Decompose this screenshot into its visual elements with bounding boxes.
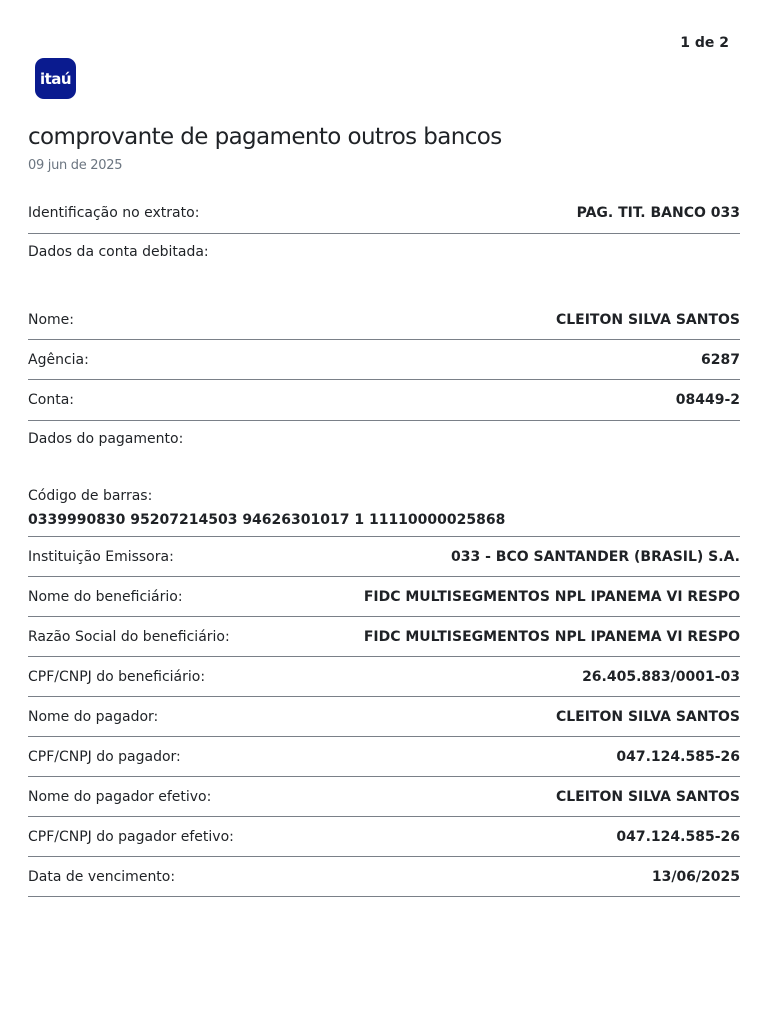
beneficiary-name-row xyxy=(28,577,740,617)
barcode-label: Código de barras: xyxy=(28,488,153,504)
barcode-row xyxy=(28,487,740,537)
field-label: Conta: xyxy=(28,392,74,408)
due-date-row xyxy=(28,857,740,897)
receipt-date: 09 jun de 2025 xyxy=(28,158,123,173)
identification-row xyxy=(28,192,740,234)
field-value: CLEITON SILVA SANTOS xyxy=(555,311,740,328)
barcode-value: 0339990830 95207214503 94626301017 1 11110000025868 xyxy=(28,512,506,528)
payment-section-header: Dados do pagamento: xyxy=(28,431,184,447)
effective-payer-name-row xyxy=(28,777,740,817)
field-label: Agência: xyxy=(28,351,89,368)
field-value: 08449-2 xyxy=(675,392,740,408)
field-label: Nome do pagador: xyxy=(28,708,159,725)
effective-payer-document-row xyxy=(28,817,740,857)
field-label: Nome: xyxy=(28,311,75,328)
field-value: 033 - BCO SANTANDER (BRASIL) S.A. xyxy=(451,548,740,565)
logo-text: itaú xyxy=(39,69,72,88)
account-agency-row xyxy=(28,340,740,380)
field-label: CPF/CNPJ do pagador: xyxy=(28,748,181,765)
field-label: Nome do beneficiário: xyxy=(28,588,183,605)
field-label: Instituição Emissora: xyxy=(28,548,174,565)
payer-name-row xyxy=(28,697,740,737)
field-value: CLEITON SILVA SANTOS xyxy=(555,788,740,805)
field-label: Nome do pagador efetivo: xyxy=(28,788,212,805)
account-name-row xyxy=(28,300,740,340)
itau-logo xyxy=(35,58,76,99)
field-value: FIDC MULTISEGMENTOS NPL IPANEMA VI RESPO xyxy=(363,588,740,605)
field-value: 26.405.883/0001-03 xyxy=(582,668,740,685)
field-value: 047.124.585-26 xyxy=(616,828,740,845)
field-value: CLEITON SILVA SANTOS xyxy=(555,708,740,725)
account-section-header: Dados da conta debitada: xyxy=(28,244,209,260)
field-label: CPF/CNPJ do beneficiário: xyxy=(28,668,206,685)
receipt-content xyxy=(28,192,740,897)
beneficiary-company-row xyxy=(28,617,740,657)
field-label: CPF/CNPJ do pagador efetivo: xyxy=(28,828,234,845)
payer-document-row xyxy=(28,737,740,777)
page-counter: 1 de 2 xyxy=(680,35,729,51)
identification-label: Identificação no extrato: xyxy=(28,204,200,221)
issuer-row xyxy=(28,537,740,577)
field-value: FIDC MULTISEGMENTOS NPL IPANEMA VI RESPO xyxy=(363,628,740,645)
field-label: Razão Social do beneficiário: xyxy=(28,628,230,645)
page-title: comprovante de pagamento outros bancos xyxy=(28,124,502,150)
identification-value: PAG. TIT. BANCO 033 xyxy=(576,204,740,221)
account-number-row xyxy=(28,380,740,420)
field-label: Data de vencimento: xyxy=(28,868,176,885)
field-value: 13/06/2025 xyxy=(651,868,740,885)
field-value: 6287 xyxy=(701,351,740,368)
field-value: 047.124.585-26 xyxy=(616,748,740,765)
beneficiary-document-row xyxy=(28,657,740,697)
